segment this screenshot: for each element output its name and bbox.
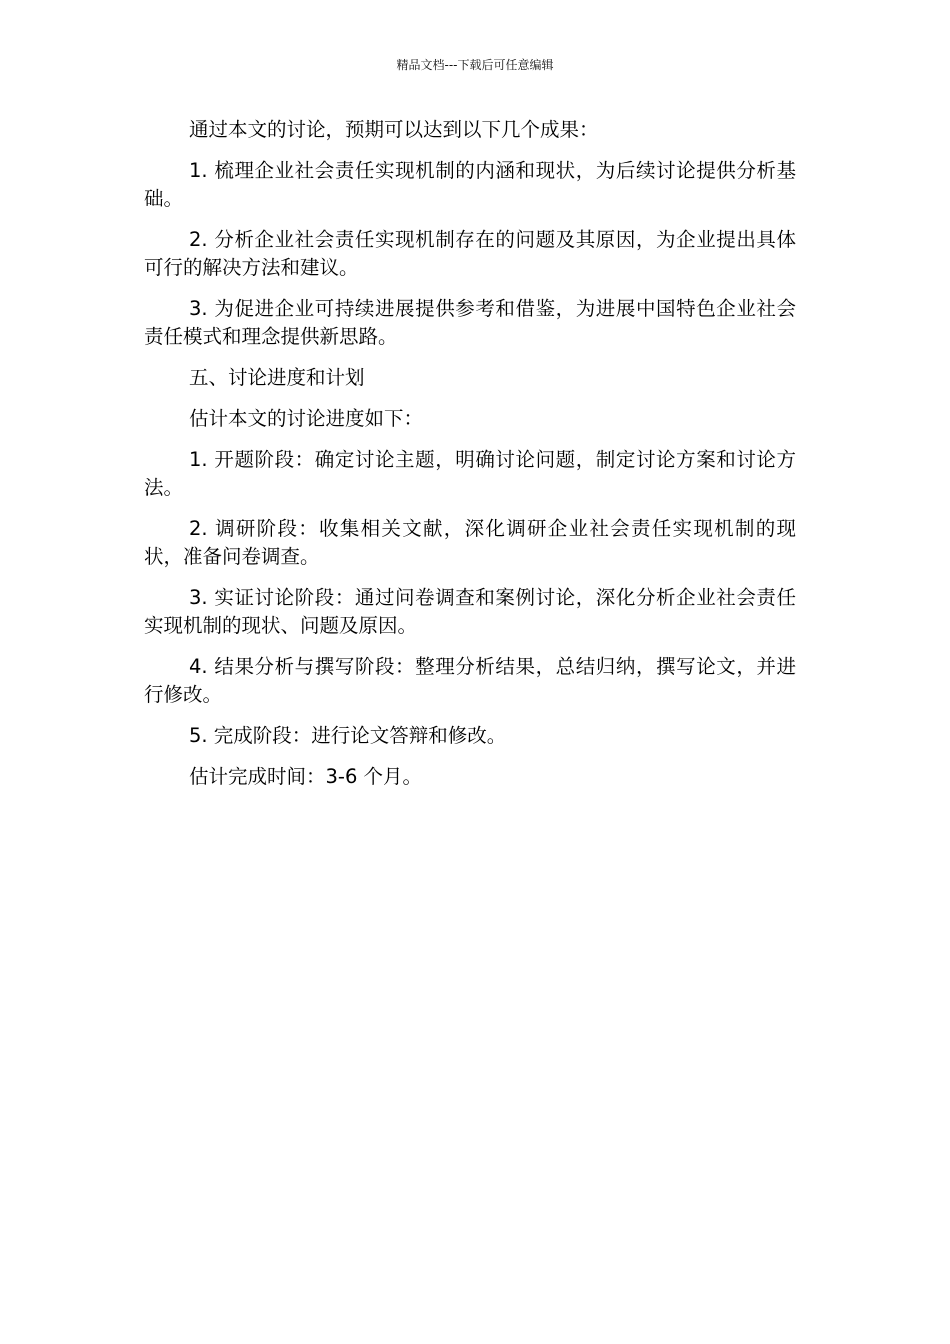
intro-paragraph: 通过本文的讨论，预期可以达到以下几个成果： <box>189 118 599 141</box>
schedule-item-3: 3. 实证讨论阶段：通过问卷调查和案例讨论，深化分析企业社会责任实现机制的现状、问题及原因。 <box>144 586 796 637</box>
section-heading: 五、讨论进度和计划 <box>189 366 365 389</box>
outcome-item-2: 2. 分析企业社会责任实现机制存在的问题及其原因，为企业提出具体可行的解决方法和建议。 <box>144 228 796 279</box>
schedule-item-2: 2. 调研阶段：收集相关文献，深化调研企业社会责任实现机制的现状，准备问卷调查。 <box>144 517 796 568</box>
completion-time: 估计完成时间：3-6 个月。 <box>189 765 423 788</box>
outcome-item-1: 1. 梳理企业社会责任实现机制的内涵和现状，为后续讨论提供分析基础。 <box>144 159 796 210</box>
document-body <box>144 116 796 804</box>
schedule-intro: 估计本文的讨论进度如下： <box>189 407 424 430</box>
page-header: 精品文档---下载后可任意编辑 <box>396 58 554 72</box>
outcome-item-3: 3. 为促进企业可持续进展提供参考和借鉴，为进展中国特色企业社会责任模式和理念提供新思路。 <box>144 297 796 348</box>
schedule-item-4: 4. 结果分析与撰写阶段：整理分析结果，总结归纳，撰写论文，并进行修改。 <box>144 655 796 706</box>
schedule-item-1: 1. 开题阶段：确定讨论主题，明确讨论问题，制定讨论方案和讨论方法。 <box>144 448 796 499</box>
schedule-item-5: 5. 完成阶段：进行论文答辩和修改。 <box>189 724 507 747</box>
